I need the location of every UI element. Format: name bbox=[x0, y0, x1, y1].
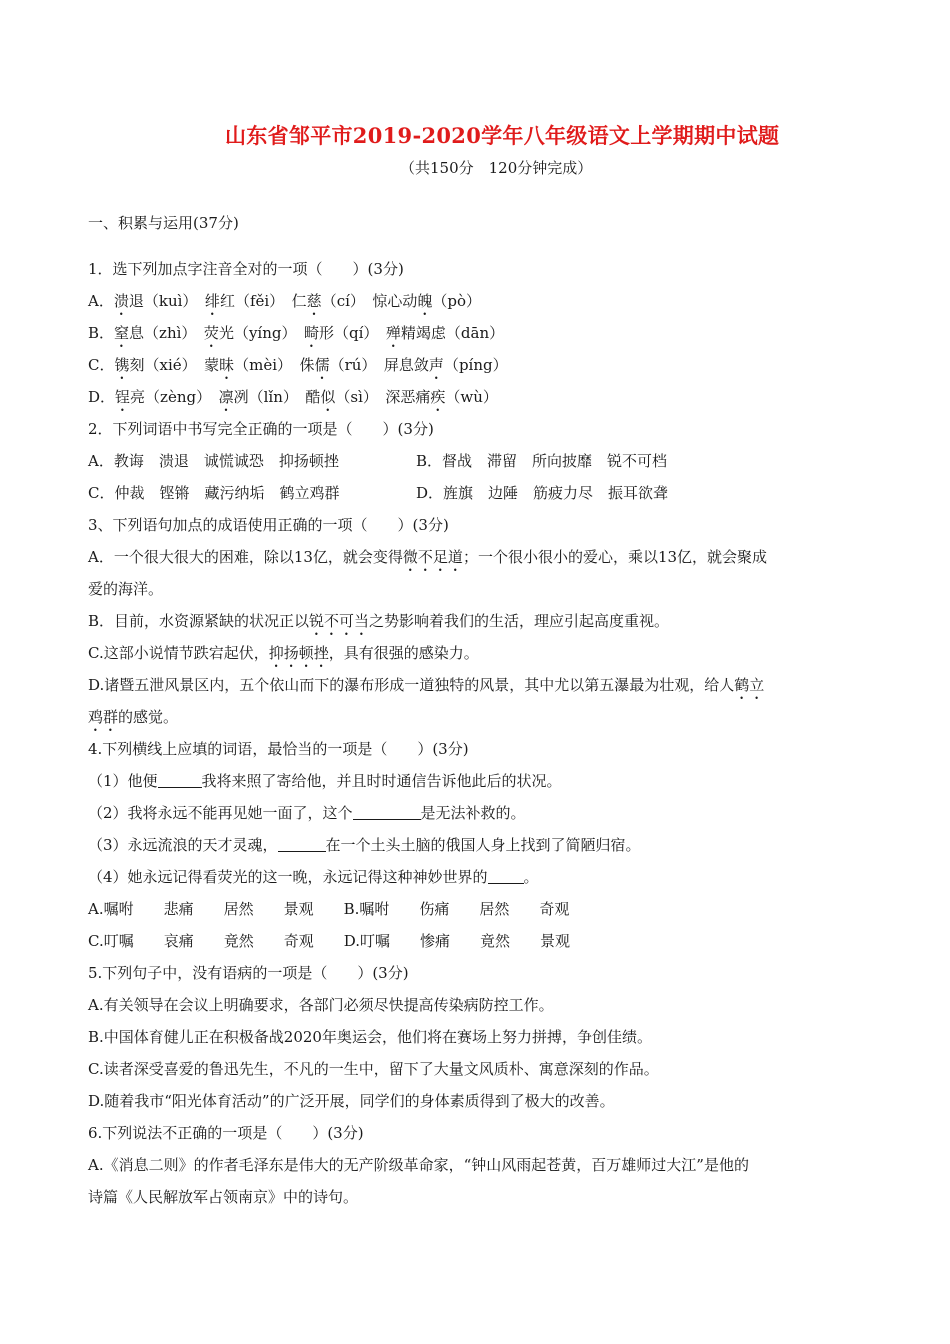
question-3-option-a-cont: 爱的海洋。 bbox=[88, 580, 164, 598]
question-4-sentence-2: （2）我将永远不能再见她一面了，这个 是无法补救的。 bbox=[88, 797, 858, 829]
fill-blank bbox=[488, 865, 524, 884]
question-6-option-a-cont: 诗篇《人民解放军占领南京》中的诗句。 bbox=[88, 1188, 359, 1206]
question-3-stem: 3、下列语句加点的成语使用正确的一项（ ）(3分) bbox=[88, 516, 449, 534]
question-4-stem: 4.下列横线上应填的词语，最恰当的一项是（ ）(3分) bbox=[88, 740, 469, 758]
question-2-options-ab: A．教诲 溃退 诚慌诚恐 抑扬顿挫 B．督战 滞留 所向披靡 锐不可档 bbox=[88, 452, 668, 470]
question-5-option-d: D.随着我市“阳光体育活动”的广泛开展，同学们的身体素质得到了极大的改善。 bbox=[88, 1092, 615, 1110]
question-1-option-b: B．窒息（zhì） 荧光（yíng） 畸形（qí） 殚精竭虑（dān） bbox=[88, 324, 505, 342]
question-5-option-b: B.中国体育健儿正在积极备战2020年奥运会，他们将在赛场上努力拼搏，争创佳绩。 bbox=[88, 1028, 652, 1046]
question-5-option-c: C.读者深受喜爱的鲁迅先生，不凡的一生中，留下了大量文风质朴、寓意深刻的作品。 bbox=[88, 1060, 659, 1078]
question-1-option-c: C．镌刻（xié） 蒙昧（mèi） 侏儒（rú） 屏息敛声（píng） bbox=[88, 356, 508, 374]
question-5-stem: 5.下列句子中，没有语病的一项是（ ）(3分) bbox=[88, 964, 409, 982]
question-3-option-c: C.这部小说情节跌宕起伏，抑扬顿挫，具有很强的感染力。 bbox=[88, 644, 479, 662]
question-3-option-d: D.诸暨五泄风景区内，五个依山而下的瀑布形成一道独特的风景，其中尤以第五瀑最为壮观，给人鹤立 bbox=[88, 676, 765, 694]
question-4-sentence-4: （4）她永远记得看荧光的这一晚，永远记得这种神妙世界的 。 bbox=[88, 861, 858, 893]
question-3-option-d-cont: 鸡群的感觉。 bbox=[88, 708, 179, 726]
page-title: 山东省邹平市2019-2020学年八年级语文上学期期中试题 bbox=[225, 123, 780, 148]
question-1-stem: 1．选下列加点字注音全对的一项（ ）(3分) bbox=[88, 260, 404, 278]
question-1-option-a: A．溃退（kuì） 绯红（fěi） 仁慈（cí） 惊心动魄（pò） bbox=[88, 292, 482, 310]
fill-blank bbox=[158, 769, 202, 788]
question-3-option-a: A．一个很大很大的困难，除以13亿，就会变得微不足道；一个很小很小的爱心，乘以13亿，就会聚成 bbox=[88, 548, 768, 566]
question-3-option-b: B．目前，水资源紧缺的状况正以锐不可当之势影响着我们的生活，理应引起高度重视。 bbox=[88, 612, 670, 630]
exam-content bbox=[88, 207, 858, 1213]
section-heading: 一、积累与运用(37分) bbox=[88, 214, 239, 232]
question-2-options-cd: C．仲裁 铿锵 藏污纳垢 鹤立鸡群 D．旌旗 边陲 筋疲力尽 振耳欲聋 bbox=[88, 484, 669, 502]
fill-blank bbox=[353, 801, 421, 820]
question-4-sentence-3: （3）永远流浪的天才灵魂， 在一个土头土脑的俄国人身上找到了简陋归宿。 bbox=[88, 829, 858, 861]
page-subtitle: （共150分 120分钟完成） bbox=[400, 159, 593, 177]
question-4-sentence-1: （1）他便 我将来照了寄给他，并且时时通信告诉他此后的状况。 bbox=[88, 765, 858, 797]
question-6-option-a: A.《消息二则》的作者毛泽东是伟大的无产阶级革命家，“钟山风雨起苍黄，百万雄师过大江”是他的 bbox=[88, 1156, 749, 1174]
question-2-stem: 2．下列词语中书写完全正确的一项是（ ）(3分) bbox=[88, 420, 434, 438]
fill-blank bbox=[278, 833, 326, 852]
question-1-option-d: D．锃亮（zèng） 凛冽（lǐn） 酷似（sì） 深恶痛疾（wù） bbox=[88, 388, 498, 406]
question-6-stem: 6.下列说法不正确的一项是（ ）(3分) bbox=[88, 1124, 364, 1142]
question-4-options-cd: C.叮嘱 哀痛 竟然 奇观 D.叮嘱 惨痛 竟然 景观 bbox=[88, 932, 570, 950]
question-4-options-ab: A.嘱咐 悲痛 居然 景观 B.嘱咐 伤痛 居然 奇观 bbox=[88, 900, 570, 918]
question-5-option-a: A.有关领导在会议上明确要求，各部门必须尽快提高传染病防控工作。 bbox=[88, 996, 554, 1014]
